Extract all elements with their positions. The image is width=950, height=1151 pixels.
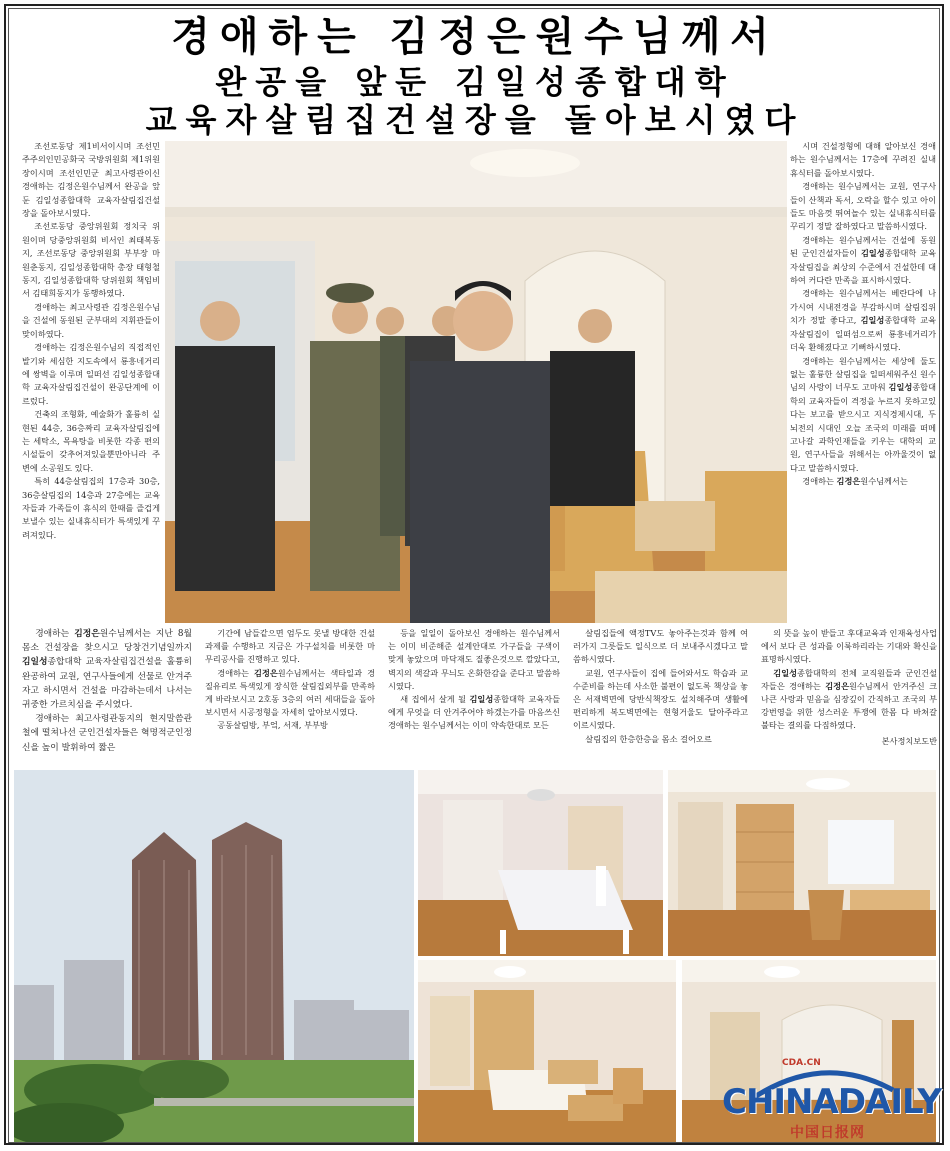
photo-apartment-towers xyxy=(14,770,414,1142)
photo-dining-room xyxy=(418,770,663,956)
article-paragraph: 살림집의 한층한층을 몸소 걸어오르 xyxy=(585,733,712,744)
watermark-sub-text: 中国日报网 xyxy=(790,1125,865,1141)
watermark-small-text: CDA.CN xyxy=(782,1058,821,1068)
article-mid-column-2 xyxy=(205,627,375,767)
article-paragraph: 시며 건설정형에 대해 알아보신 경애하는 원수님께서는 17층에 꾸려진 실내휴식터를 돌아보시였다. xyxy=(790,141,936,178)
article-paragraph: 등을 일일이 돌아보신 경애하는 원수님께서는 이미 비준해준 설계안대로 가구들을 구색이 맞게 놓았으며 마닥재도 질좋은것으로 깔았다고, 벽지의 색갈과 무늬도 온화한감을 준다고 말씀하시였다. xyxy=(388,628,560,691)
article-left-column xyxy=(22,140,160,620)
article-mid-column-4 xyxy=(573,627,748,767)
article-paragraph: 경애하는 원수님께서는 건설에 동원된 군인건설자들이 김일성종합대학 교육자살림집을 최상의 수준에서 건설한데 대하여 커다란 만족을 표시하시였다. xyxy=(790,234,936,286)
article-paragraph: 의 뜻을 높이 받들고 후대교육과 인재육성사업에서 보다 큰 성과를 이룩하리라는 기대와 확신을 표명하시였다. xyxy=(761,628,937,665)
bedroom-illustration xyxy=(418,960,676,1142)
article-paragraph: 경애하는 원수님께서는 베란다에 나가시여 시내전경을 부감하시며 살림집위치가 정말 좋다고, 김일성종합대학 교육자살림집이 일떠섬으로써 룡흥네거리가 더욱 환해졌다고 기뻐하시였다. xyxy=(790,288,936,353)
article-paragraph: 경애하는 원수님께서는 교원, 연구사들이 산책과 독서, 오락을 할수 있고 아이들도 마음껏 뛰여놀수 있는 실내휴식터를 꾸리기 정말 잘하였다고 말씀하시였다. xyxy=(790,181,936,232)
article-paragraph: 조선로동당 중앙위원회 정치국 위원이며 당중앙위원회 비서인 최태복동지, 조선로동당 중앙위원회 부부장 마원춘동지, 김일성종합대학 총장 태형철동지, 김일성종합대학 당위원회 책임비서 김태희동지가 동행하였다. xyxy=(22,221,160,299)
article-mid-column-3 xyxy=(388,627,560,767)
watermark-logo-text: CHINADAILY xyxy=(722,1082,942,1122)
article-paragraph: 김일성종합대학의 전체 교직원들과 군인건설자들은 경애하는 김정은원수님께서 안겨주신 크나큰 사랑과 믿음을 심장깊이 간직하고 조국의 부강번영을 위한 성스러운 투쟁에 한몸 다 바쳐갈 불타는 결의를 다짐하였다. xyxy=(761,667,937,731)
study-room-illustration xyxy=(668,770,936,956)
photo-study-room xyxy=(668,770,936,956)
article-paragraph: 경애하는 최고사령관동지의 현지말씀관철에 떨쳐나선 군인건설자들은 혁명적군인정신을 높이 발휘하여 짧은 xyxy=(22,714,192,753)
headline-line-3: 교육자살림집건설장을 돌아보시였다 xyxy=(145,102,805,138)
article-paragraph: 공동살림방, 부엌, 서재, 부부방 xyxy=(217,720,328,731)
headline-line-1: 경애하는 김정은원수님께서 xyxy=(171,14,779,60)
towers-illustration xyxy=(14,770,414,1142)
article-paragraph: 살림집들에 액정TV도 놓아주는것과 함께 여러가지 그릇들도 일식으로 더 보내주시겠다고 말씀하시였다. xyxy=(573,628,748,665)
article-mid-column-1 xyxy=(22,627,192,767)
main-photo-leader-visit xyxy=(165,141,787,623)
dining-room-illustration xyxy=(418,770,663,956)
article-right-column xyxy=(790,140,936,620)
article-paragraph: 교원, 연구사들이 집에 들어와서도 학습과 교수준비를 하는데 사소한 불편이 없도록 책상을 놓은 서재벽면에 당반식책장도 설치해주며 생활에 편리하게 복도벽면에는 현형거울도 달아주라고 이르시였다. xyxy=(573,667,748,731)
headline-line-2: 완공을 앞둔 김일성종합대학 xyxy=(215,64,735,100)
article-paragraph: 경애하는 김정은원수님의 직접적인 발기와 세심한 지도속에서 룡흥네거리에 쌍벽을 이루며 일떠선 김일성종합대학 교육자살림집건설이 완공단계에 이르렀다. xyxy=(22,342,160,406)
article-paragraph: 경애하는 최고사령관 김정은원수님을 건설에 동원된 군부대의 지휘관들이 맞이하였다. xyxy=(22,301,160,339)
article-paragraph: 새 집에서 살게 될 김일성종합대학 교육자들에게 무엇을 더 안겨주어야 하겠는가를 마음쓰신 경애하는 원수님께서는 이미 약속한대로 모든 xyxy=(388,694,560,731)
article-paragraph: 특히 44층살림집의 17층과 30층, 36층살림집의 14층과 27층에는 교육자들과 가족들이 휴식의 한때를 즐겁게 보낼수 있는 실내휴식터가 특색있게 꾸려져있다. xyxy=(22,476,160,540)
photo-bedroom xyxy=(418,960,676,1142)
article-paragraph: 기간에 남들같으면 엄두도 못낼 방대한 건설과제를 수행하고 지금은 가구설치를 비롯한 마무리공사를 진행하고 있다. xyxy=(205,628,375,665)
article-paragraph: 조선로동당 제1비서이시며 조선민주주의인민공화국 국방위원회 제1위원장이시며 조선인민군 최고사령관이신 경애하는 김정은원수님께서 완공을 앞둔 김일성종합대학 교육자살림집건설장을 돌아보시였다. xyxy=(22,141,160,219)
chinadaily-watermark xyxy=(720,1058,942,1146)
main-photo-illustration xyxy=(165,141,787,623)
article-paragraph: 경애하는 김정은원수님께서는 xyxy=(802,476,908,487)
article-paragraph: 경애하는 김정은원수님께서는 지난 8월 몸소 건설장을 찾으시고 당창건기념일까지 김일성종합대학 교육자살림집건설을 훌륭히 완공하여 교원, 연구사들에게 선물로 안겨주자고 하시면서 건설을 마감하는데서 나서는 귀중한 가르치심을 주시였다. xyxy=(22,629,192,711)
article-paragraph: 건축의 조형화, 예술화가 훌륭히 실현된 44층, 36층짜리 교육자살림집에는 세탁소, 목욕탕을 비롯한 각종 편의시설들이 갖추어져있을뿐만아니라 주변에 소공원도 있다. xyxy=(22,409,160,473)
photo-credit: 본사정치보도반 xyxy=(881,735,937,746)
article-mid-column-5 xyxy=(761,627,937,767)
article-paragraph: 경애하는 김정은원수님께서는 색타일과 경질유리로 특색있게 장식한 살림집외부를 만족하게 바라보시고 2호동 3층의 여러 세대들을 돌아보시면서 시공정형을 자세히 알아보시였다. xyxy=(205,667,375,718)
article-paragraph: 경애하는 원수님께서는 세상에 둘도 없는 훌륭한 살림집을 일떠세워주신 원수님의 사랑이 너무도 고마워 김일성종합대학의 교육자들이 격정을 누르지 못하고있다는 보고를 받으시고 지식경제시대, 두뇌전의 시대인 오늘 조국의 미래를 떠메고나갈 과학인재들을 키우는 대학의 교원, 연구사들을 위해서는 아까울것이 없다고 말씀하시였다. xyxy=(790,355,936,473)
